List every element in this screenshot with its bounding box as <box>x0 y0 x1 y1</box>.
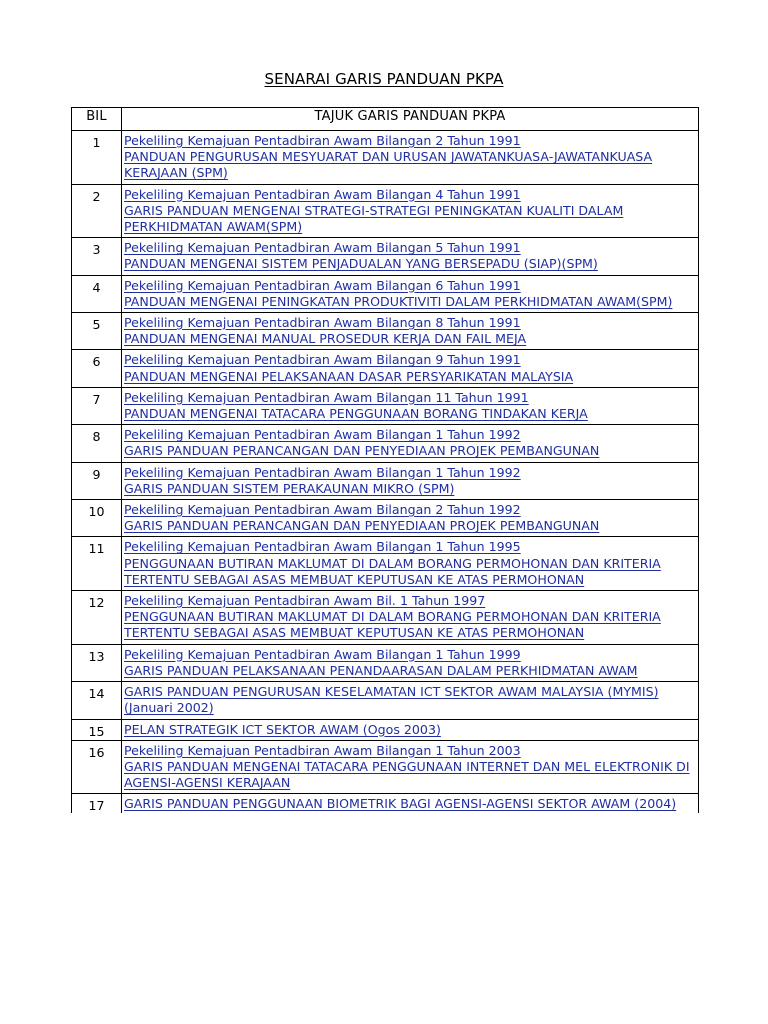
circular-link[interactable]: Pekeliling Kemajuan Pentadbiran Awam Bilangan 5 Tahun 1991 <box>124 240 521 256</box>
table-row <box>72 740 699 794</box>
guideline-link[interactable]: PANDUAN MENGENAI TATACARA PENGGUNAAN BORANG TINDAKAN KERJA <box>124 406 588 422</box>
row-number: 16 <box>72 740 122 794</box>
row-number: 8 <box>72 425 122 462</box>
guideline-link[interactable]: GARIS PANDUAN PERANCANGAN DAN PENYEDIAAN PROJEK PEMBANGUNAN <box>124 443 600 459</box>
table-row <box>72 500 699 537</box>
table-row <box>72 275 699 312</box>
circular-link[interactable]: Pekeliling Kemajuan Pentadbiran Awam Bilangan 1 Tahun 1992 <box>124 427 521 443</box>
guidelines-table <box>71 107 699 813</box>
row-number: 5 <box>72 313 122 350</box>
row-number: 7 <box>72 387 122 424</box>
header-title: TAJUK GARIS PANDUAN PKPA <box>122 108 699 131</box>
circular-link[interactable]: Pekeliling Kemajuan Pentadbiran Awam Bilangan 6 Tahun 1991 <box>124 277 521 293</box>
row-number: 11 <box>72 537 122 591</box>
row-title-cell <box>122 740 699 794</box>
table-row <box>72 425 699 462</box>
page-title: SENARAI GARIS PANDUAN PKPA <box>264 70 504 88</box>
table-header-row <box>72 108 699 131</box>
circular-link[interactable]: Pekeliling Kemajuan Pentadbiran Awam Bilangan 2 Tahun 1992 <box>124 502 521 518</box>
row-title-cell <box>122 794 699 814</box>
row-title-cell <box>122 131 699 185</box>
row-number: 2 <box>72 184 122 238</box>
table-row <box>72 462 699 499</box>
row-number: 13 <box>72 644 122 681</box>
table-row <box>72 682 699 719</box>
table-row <box>72 350 699 387</box>
guideline-link[interactable]: PELAN STRATEGIK ICT SEKTOR AWAM (Ogos 2003) <box>124 721 441 737</box>
row-title-cell <box>122 387 699 424</box>
circular-link[interactable]: Pekeliling Kemajuan Pentadbiran Awam Bilangan 9 Tahun 1991 <box>124 352 521 368</box>
circular-link[interactable]: Pekeliling Kemajuan Pentadbiran Awam Bilangan 2 Tahun 1991 <box>124 133 521 148</box>
row-title-cell <box>122 719 699 740</box>
row-title-cell <box>122 644 699 681</box>
table-body <box>72 131 699 814</box>
header-bil: BIL <box>72 108 122 131</box>
row-number: 4 <box>72 275 122 312</box>
row-title-cell <box>122 425 699 462</box>
row-title-cell <box>122 537 699 591</box>
table-row <box>72 184 699 238</box>
table-row <box>72 313 699 350</box>
table-row <box>72 644 699 681</box>
row-number: 6 <box>72 350 122 387</box>
row-title-cell <box>122 184 699 238</box>
row-number: 14 <box>72 682 122 719</box>
guideline-link[interactable]: PANDUAN PENGURUSAN MESYUARAT DAN URUSAN JAWATANKUASA-JAWATANKUASA KERAJAAN (SPM) <box>124 149 653 181</box>
guideline-link[interactable]: PENGGUNAAN BUTIRAN MAKLUMAT DI DALAM BORANG PERMOHONAN DAN KRITERIA TERTENTU SEBAGAI ASAS MEMBUAT KEPUTUSAN KE ATAS PERMOHONAN <box>124 555 661 587</box>
table-row <box>72 387 699 424</box>
row-number: 15 <box>72 719 122 740</box>
row-number: 9 <box>72 462 122 499</box>
table-row <box>72 131 699 185</box>
row-number: 1 <box>72 131 122 185</box>
circular-link[interactable]: Pekeliling Kemajuan Pentadbiran Awam Bilangan 1 Tahun 2003 <box>124 742 521 758</box>
guideline-link[interactable]: GARIS PANDUAN SISTEM PERAKAUNAN MIKRO (SPM) <box>124 480 455 496</box>
row-title-cell <box>122 313 699 350</box>
table-row <box>72 794 699 814</box>
row-title-cell <box>122 462 699 499</box>
guideline-link[interactable]: GARIS PANDUAN MENGENAI STRATEGI-STRATEGI PENINGKATAN KUALITI DALAM PERKHIDMATAN AWAM(SPM) <box>124 202 624 235</box>
table-row <box>72 591 699 645</box>
circular-link[interactable]: Pekeliling Kemajuan Pentadbiran Awam Bilangan 1 Tahun 1995 <box>124 539 521 555</box>
row-title-cell <box>122 275 699 312</box>
guideline-link[interactable]: PANDUAN MENGENAI PELAKSANAAN DASAR PERSYARIKATAN MALAYSIA <box>124 368 574 384</box>
row-title-cell <box>122 500 699 537</box>
row-number: 12 <box>72 591 122 645</box>
guideline-link[interactable]: GARIS PANDUAN PENGURUSAN KESELAMATAN ICT SEKTOR AWAM MALAYSIA (MYMIS) (Januari 2002) <box>124 684 659 716</box>
guideline-link[interactable]: PENGGUNAAN BUTIRAN MAKLUMAT DI DALAM BORANG PERMOHONAN DAN KRITERIA TERTENTU SEBAGAI ASAS MEMBUAT KEPUTUSAN KE ATAS PERMOHONAN <box>124 609 661 641</box>
table-row <box>72 537 699 591</box>
row-title-cell <box>122 682 699 719</box>
guideline-link[interactable]: GARIS PANDUAN PENGGUNAAN BIOMETRIK BAGI AGENSI-AGENSI SEKTOR AWAM (2004) <box>124 796 677 812</box>
circular-link[interactable]: Pekeliling Kemajuan Pentadbiran Awam Bilangan 4 Tahun 1991 <box>124 186 521 202</box>
row-title-cell <box>122 238 699 275</box>
guideline-link[interactable]: GARIS PANDUAN PELAKSANAAN PENANDAARASAN DALAM PERKHIDMATAN AWAM <box>124 662 638 678</box>
table-row <box>72 238 699 275</box>
circular-link[interactable]: Pekeliling Kemajuan Pentadbiran Awam Bilangan 8 Tahun 1991 <box>124 315 521 331</box>
circular-link[interactable]: Pekeliling Kemajuan Pentadbiran Awam Bilangan 1 Tahun 1999 <box>124 646 521 662</box>
row-title-cell <box>122 350 699 387</box>
table-row <box>72 719 699 740</box>
guideline-link[interactable]: PANDUAN MENGENAI SISTEM PENJADUALAN YANG BERSEPADU (SIAP)(SPM) <box>124 256 598 272</box>
guideline-link[interactable]: GARIS PANDUAN MENGENAI TATACARA PENGGUNAAN INTERNET DAN MEL ELEKTRONIK DI AGENSI-AGENSI KERAJAAN <box>124 758 690 791</box>
circular-link[interactable]: Pekeliling Kemajuan Pentadbiran Awam Bilangan 1 Tahun 1992 <box>124 464 521 480</box>
guideline-link[interactable]: PANDUAN MENGENAI MANUAL PROSEDUR KERJA DAN FAIL MEJA <box>124 331 527 347</box>
guideline-link[interactable]: PANDUAN MENGENAI PENINGKATAN PRODUKTIVITI DALAM PERKHIDMATAN AWAM(SPM) <box>124 293 673 309</box>
row-number: 17 <box>72 794 122 814</box>
guideline-link[interactable]: GARIS PANDUAN PERANCANGAN DAN PENYEDIAAN PROJEK PEMBANGUNAN <box>124 518 600 534</box>
row-number: 10 <box>72 500 122 537</box>
circular-link[interactable]: Pekeliling Kemajuan Pentadbiran Awam Bilangan 11 Tahun 1991 <box>124 389 529 405</box>
row-title-cell <box>122 591 699 645</box>
row-number: 3 <box>72 238 122 275</box>
circular-link[interactable]: Pekeliling Kemajuan Pentadbiran Awam Bil. 1 Tahun 1997 <box>124 593 486 609</box>
